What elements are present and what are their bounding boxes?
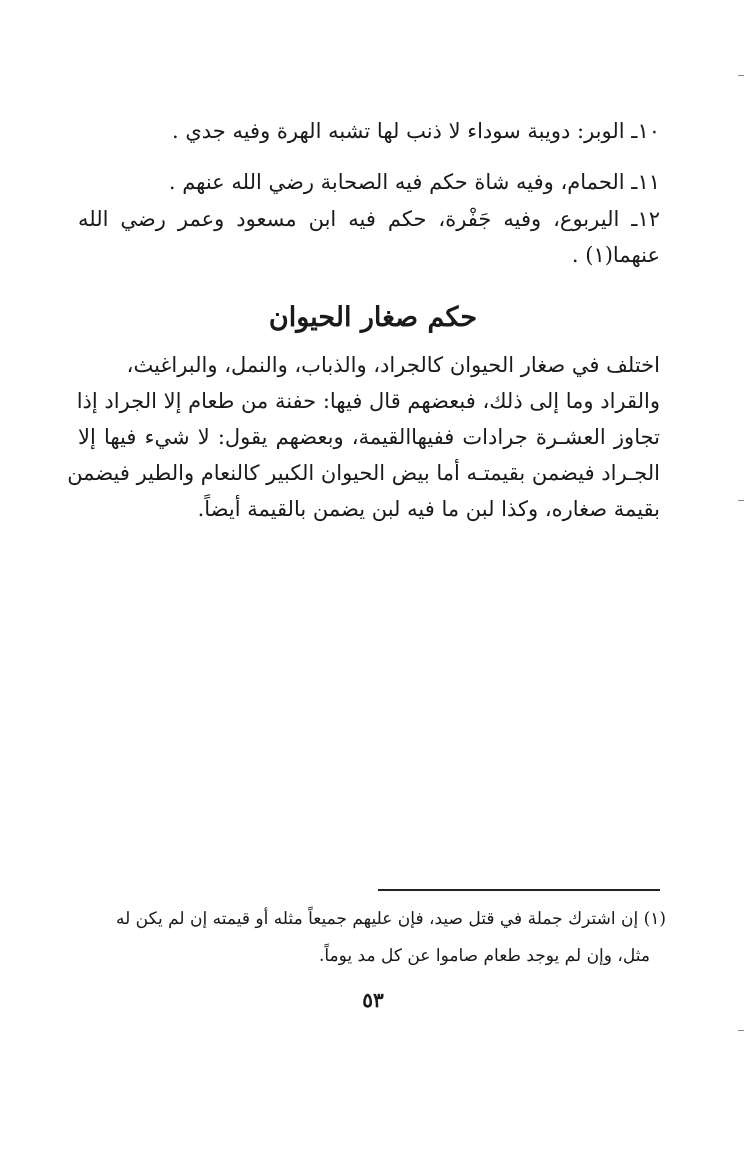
margin-tick-top <box>738 75 744 76</box>
footnote-separator <box>378 889 660 891</box>
paragraph-line-1: اختلف في صغار الحيوان كالجراد، والذباب، والنمل، والبراغيث، <box>126 353 660 377</box>
paragraph-line-4: الجـراد فيضمن بقيمتـه أما بيض الحيوان الكبير كالنعام والطير فيضمن <box>67 461 660 485</box>
entry-line-12: ١٢ـ اليربوع، وفيه جَفْرة، حكم فيه ابن مسعود وعمر رضي الله <box>78 207 660 231</box>
paragraph-line-3: تجاوز العشـرة جرادات ففيهاالقيمة، وبعضهم يقول: لا شيء فيها إلا <box>78 425 660 449</box>
margin-tick-bottom <box>738 1030 744 1031</box>
footnote-line-1: (١) إن اشترك جملة في قتل صيد، فإن عليهم جميعاً مثله أو قيمته إن لم يكن له <box>115 909 666 929</box>
entry-line-12-continued: عنهما(١) . <box>571 243 660 267</box>
section-title: حكم صغار الحيوان <box>268 302 478 333</box>
paragraph-line-5: بقيمة صغاره، وكذا لبن ما فيه لبن يضمن بالقيمة أيضاً. <box>197 497 660 521</box>
entry-line-11: ١١ـ الحمام، وفيه شاة حكم فيه الصحابة رضي الله عنهم . <box>168 170 660 194</box>
margin-tick-middle <box>738 500 744 501</box>
page-number: ٥٣ <box>362 988 384 1012</box>
footnote-line-2: مثل، وإن لم يوجد طعام صاموا عن كل مد يوماً. <box>318 946 650 966</box>
paragraph-line-2: والقراد وما إلى ذلك، فبعضهم قال فيها: حفنة من طعام إلا الجراد إذا <box>76 389 660 413</box>
entry-line-10: ١٠ـ الوبر: دويبة سوداء لا ذنب لها تشبه الهرة وفيه جدي . <box>171 119 660 143</box>
